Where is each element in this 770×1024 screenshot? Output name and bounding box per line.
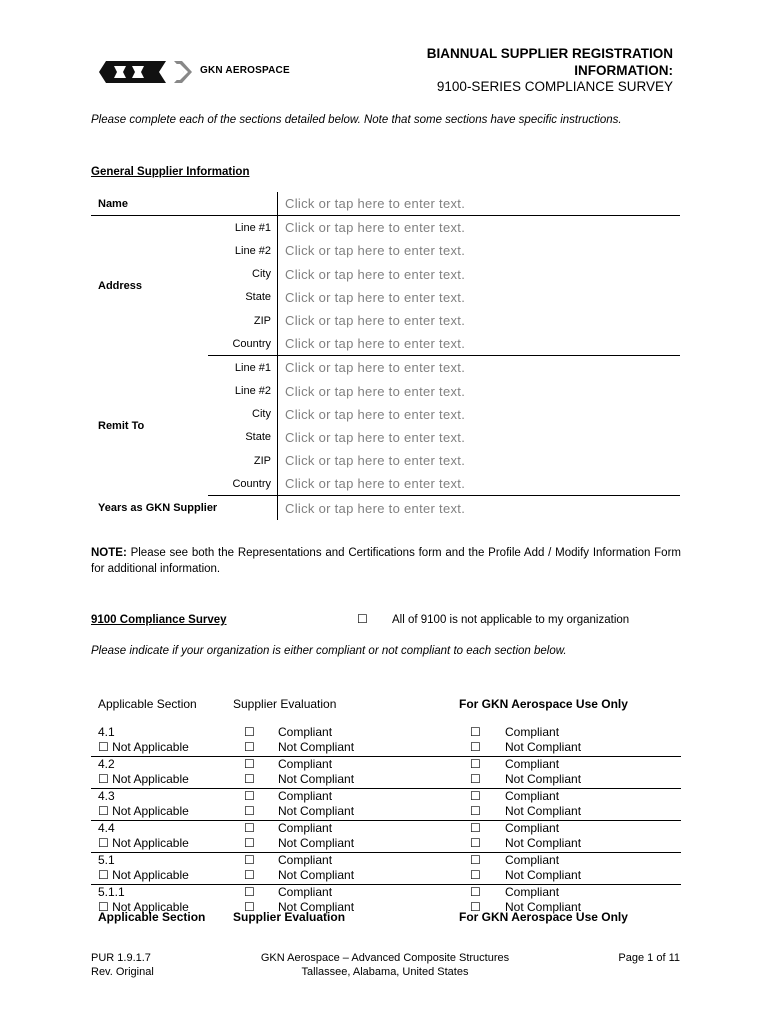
not-applicable-checkbox[interactable]: ☐ Not Applicable [98,804,189,818]
years-label: Years as GKN Supplier [91,496,278,520]
col-supplier-footer: Supplier Evaluation [233,910,346,924]
na-all-checkbox[interactable]: ☐ [357,612,368,626]
remit-line1-label: Line #1 [208,356,278,380]
supplier-not-compliant-checkbox[interactable]: ☐ [244,740,255,754]
not-applicable-checkbox[interactable]: ☐ Not Applicable [98,740,189,754]
supplier-not-compliant-label: Not Compliant [278,804,355,818]
address-line1-label: Line #1 [208,216,278,240]
gkn-compliant-label: Compliant [505,725,560,739]
address-country-field[interactable]: Click or tap here to enter text. [278,332,681,356]
not-applicable-checkbox[interactable]: ☐ Not Applicable [98,772,189,786]
note-text: Please see both the Representations and Certifications form and the Profile Add / Modify Information Form for additional information. [91,547,681,575]
title-line-3: 9100-SERIES COMPLIANCE SURVEY [436,79,673,94]
general-heading: General Supplier Information [91,166,250,178]
compliance-table [91,725,681,916]
gkn-compliant-label: Compliant [505,885,560,899]
address-label: Address [98,280,143,292]
gkn-not-compliant-checkbox[interactable]: ☐ [470,900,481,914]
supplier-compliant-checkbox[interactable]: ☐ [244,757,255,771]
supplier-compliant-label: Compliant [278,853,333,867]
document-title [427,46,673,96]
remit-zip-field[interactable]: Click or tap here to enter text. [285,453,466,469]
compliance-heading: 9100 Compliance Survey [91,614,227,626]
survey-row [91,757,681,789]
supplier-not-compliant-checkbox[interactable]: ☐ [244,804,255,818]
supplier-compliant-label: Compliant [278,821,333,835]
gkn-compliant-checkbox[interactable]: ☐ [470,757,481,771]
supplier-compliant-label: Compliant [278,789,333,803]
footer-company: GKN Aerospace – Advanced Composite Structures [260,952,510,964]
gkn-not-compliant-label: Not Compliant [505,804,582,818]
not-applicable-checkbox[interactable]: ☐ Not Applicable [98,836,189,850]
section-number: 5.1.1 [98,885,125,899]
address-city-label: City [208,263,278,286]
survey-row [91,789,681,821]
gkn-compliant-label: Compliant [505,821,560,835]
remit-city-label: City [208,403,278,426]
title-line-2: INFORMATION: [574,62,673,78]
supplier-not-compliant-checkbox[interactable]: ☐ [244,868,255,882]
gkn-not-compliant-label: Not Compliant [505,836,582,850]
intro-text: Please complete each of the sections detailed below. Note that some sections have specific instructions. [91,114,622,126]
gkn-not-compliant-label: Not Compliant [505,900,582,914]
remit-country-label: Country [208,472,278,496]
supplier-compliant-checkbox[interactable]: ☐ [244,821,255,835]
gkn-not-compliant-checkbox[interactable]: ☐ [470,836,481,850]
address-state-field[interactable]: Click or tap here to enter text. [285,289,466,305]
name-field[interactable]: Click or tap here to enter text. [278,192,681,216]
supplier-not-compliant-checkbox[interactable]: ☐ [244,836,255,850]
name-label: Name [91,192,208,216]
section-number: 5.1 [98,853,115,867]
note-label: NOTE: [91,547,127,559]
remit-city-field[interactable]: Click or tap here to enter text. [285,406,466,422]
footer-code: PUR 1.9.1.7 [91,952,151,964]
address-state-label: State [208,286,278,309]
survey-row [91,725,681,757]
section-number: 4.1 [98,725,115,739]
compliance-instruction: Please indicate if your organization is either compliant or not compliant to each section below. [91,645,567,657]
gkn-not-compliant-label: Not Compliant [505,772,582,786]
remit-line1-field[interactable]: Click or tap here to enter text. [285,360,466,376]
remit-label: Remit To [98,419,145,432]
footer-page: Page 1 of 11 [618,952,680,964]
remit-state-label: State [208,426,278,449]
gkn-compliant-label: Compliant [505,853,560,867]
col-section-header: Applicable Section [98,697,197,711]
remit-line2-field[interactable]: Click or tap here to enter text. [285,383,466,399]
footer-left [91,951,154,979]
supplier-not-compliant-label: Not Compliant [278,900,355,914]
gkn-compliant-label: Compliant [505,789,560,803]
supplier-compliant-label: Compliant [278,757,333,771]
gkn-not-compliant-checkbox[interactable]: ☐ [470,804,481,818]
address-city-field[interactable]: Click or tap here to enter text. [285,266,466,282]
section-number: 4.4 [98,821,115,835]
logo-text: GKN AEROSPACE [200,65,290,76]
gkn-not-compliant-label: Not Compliant [505,868,582,882]
address-line1-field[interactable]: Click or tap here to enter text. [285,220,466,236]
section-number: 4.2 [98,757,115,771]
title-line-1: BIANNUAL SUPPLIER REGISTRATION [426,46,673,61]
address-country-label: Country [208,332,278,356]
general-info-table [91,192,680,520]
gkn-not-compliant-checkbox[interactable]: ☐ [470,868,481,882]
not-applicable-checkbox[interactable]: ☐ Not Applicable [98,900,189,914]
survey-row [91,821,681,853]
col-gkn-footer: For GKN Aerospace Use Only [459,910,628,924]
footer-rev: Rev. Original [91,966,154,978]
gkn-compliant-checkbox[interactable]: ☐ [470,821,481,835]
supplier-not-compliant-checkbox[interactable]: ☐ [244,900,255,914]
note [91,545,681,577]
remit-country-field[interactable]: Click or tap here to enter text. [278,472,681,496]
supplier-not-compliant-label: Not Compliant [278,868,355,882]
col-gkn-header: For GKN Aerospace Use Only [459,697,628,711]
address-zip-label: ZIP [208,309,278,332]
supplier-not-compliant-label: Not Compliant [278,740,355,754]
col-section-footer: Applicable Section [98,910,206,924]
footer-location: Tallassee, Alabama, United States [301,966,469,978]
gkn-not-compliant-checkbox[interactable]: ☐ [470,740,481,754]
col-supplier-header: Supplier Evaluation [233,697,337,711]
supplier-compliant-checkbox[interactable]: ☐ [244,789,255,803]
gkn-compliant-checkbox[interactable]: ☐ [470,789,481,803]
gkn-compliant-checkbox[interactable]: ☐ [470,853,481,867]
remit-zip-label: ZIP [208,449,278,472]
supplier-compliant-checkbox[interactable]: ☐ [244,853,255,867]
gkn-compliant-checkbox[interactable]: ☐ [470,885,481,899]
supplier-compliant-label: Compliant [278,725,333,739]
gkn-not-compliant-checkbox[interactable]: ☐ [470,772,481,786]
supplier-compliant-label: Compliant [278,885,333,899]
remit-line2-label: Line #2 [208,380,278,403]
supplier-compliant-checkbox[interactable]: ☐ [244,885,255,899]
remit-state-field[interactable]: Click or tap here to enter text. [285,429,466,445]
address-line2-field[interactable]: Click or tap here to enter text. [285,243,466,259]
gkn-compliant-checkbox[interactable]: ☐ [470,725,481,739]
survey-row [91,853,681,885]
gkn-not-compliant-label: Not Compliant [505,740,582,754]
gkn-compliant-label: Compliant [505,757,560,771]
supplier-not-compliant-checkbox[interactable]: ☐ [244,772,255,786]
supplier-compliant-checkbox[interactable]: ☐ [244,725,255,739]
address-line2-label: Line #2 [208,239,278,262]
supplier-not-compliant-label: Not Compliant [278,836,355,850]
section-number: 4.3 [98,789,115,803]
footer-center [230,951,540,979]
not-applicable-checkbox[interactable]: ☐ Not Applicable [98,868,189,882]
na-all-label: All of 9100 is not applicable to my organization [392,614,630,626]
address-zip-field[interactable]: Click or tap here to enter text. [285,313,466,329]
years-field[interactable]: Click or tap here to enter text. [285,500,466,516]
supplier-not-compliant-label: Not Compliant [278,772,355,786]
